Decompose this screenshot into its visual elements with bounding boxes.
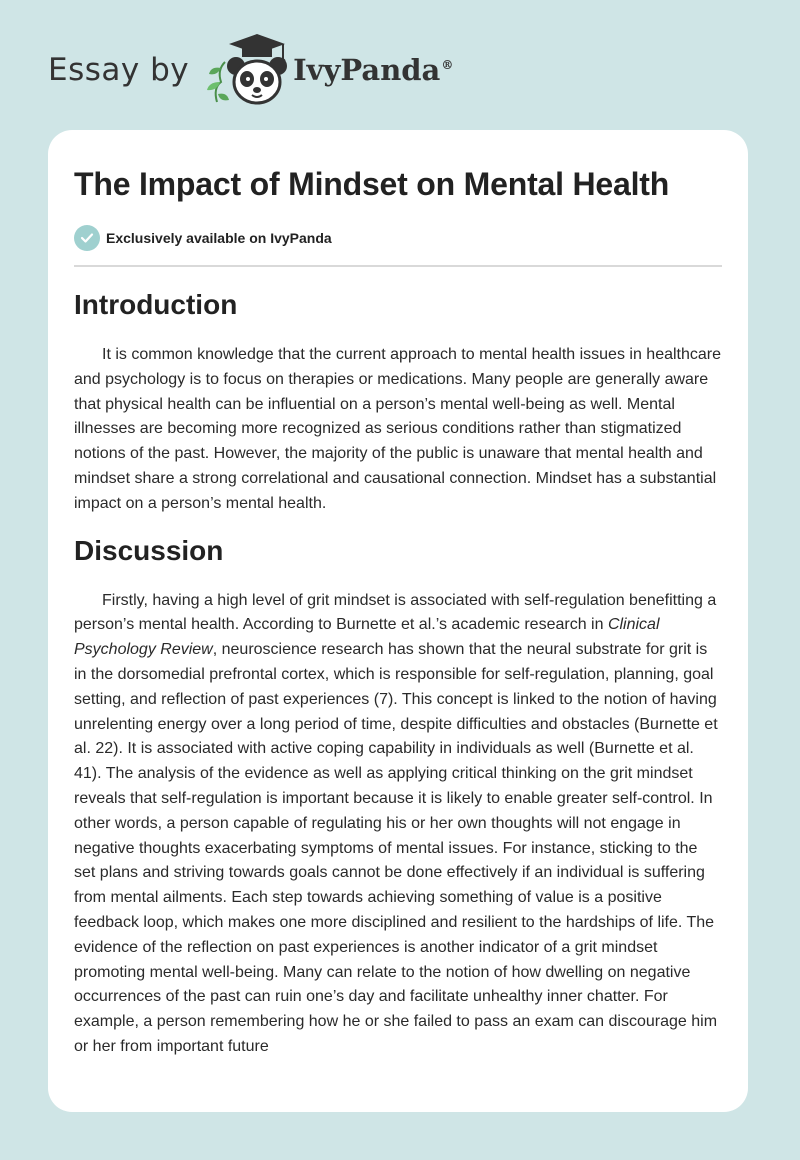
- site-header: [48, 30, 453, 110]
- discussion-heading: Discussion: [74, 534, 224, 566]
- introduction-paragraph: It is common knowledge that the current approach to mental health issues in healthcare and psychology is to focus on therapies or medications. Many people are generally aware that physical health can be influential on a person’s mental well-being as well. Mental illnesses are becoming more recognized as serious conditions rather than stigmatized notions of the past. However, the majority of the public is unaware that mental health and mindset share a strong correlational and causational connection. Mindset has a substantial impact on a person’s mental health.: [74, 346, 722, 512]
- title-divider: [74, 265, 722, 267]
- brand-name[interactable]: IvyPanda®: [293, 53, 454, 87]
- essay-by-label: Essay by: [48, 52, 190, 88]
- exclusive-badge: [74, 225, 722, 251]
- exclusive-badge-label: Exclusively available on IvyPanda: [106, 230, 332, 246]
- essay-title: The Impact of Mindset on Mental Health: [74, 166, 670, 202]
- check-icon: [74, 225, 100, 251]
- journal-title: Clinical Psychology Review: [74, 616, 660, 659]
- ivypanda-logo-icon[interactable]: [199, 30, 291, 110]
- discussion-paragraph: Firstly, having a high level of grit mindset is associated with self-regulation benefitting a person’s mental health. According to Burnette et al.’s academic research in Clinical Psychology Review, neuroscience research has shown that the neural substrate for grit is in the dorsomedial prefrontal cortex, which is responsible for self-regulation, planning, goal setting, and reflection of past experiences (7). This concept is linked to the notion of having unrelenting energy over a long period of time, despite difficulties and obstacles (Burnette et al. 22). It is associated with active coping capability in individuals as well (Burnette et al. 41). The analysis of the evidence as well as applying critical thinking on the grit mindset reveals that self-regulation is important because it is likely to enable greater self-control. In other words, a person capable of regulating his or her own thoughts will not engage in negative thoughts exacerbating symptoms of mental issues. For instance, sticking to the set plans and striving towards goals cannot be done effectively if an individual is suffering from mental ailments. Each step towards achieving something of value is a positive feedback loop, which makes one more disciplined and resilient to the hardships of life. The evidence of the reflection on past experiences is another indicator of a grit mindset promoting mental well-being. Many can relate to the notion of how dwelling on negative occurrences of the past can ruin one’s day and facilitate unhealthy inner chatter. For example, a person remembering how he or she failed to pass an exam can discourage him or her from important future: [74, 591, 718, 1055]
- essay-card: [48, 130, 748, 1112]
- registered-mark: ®: [441, 58, 454, 73]
- introduction-heading: Introduction: [74, 289, 238, 320]
